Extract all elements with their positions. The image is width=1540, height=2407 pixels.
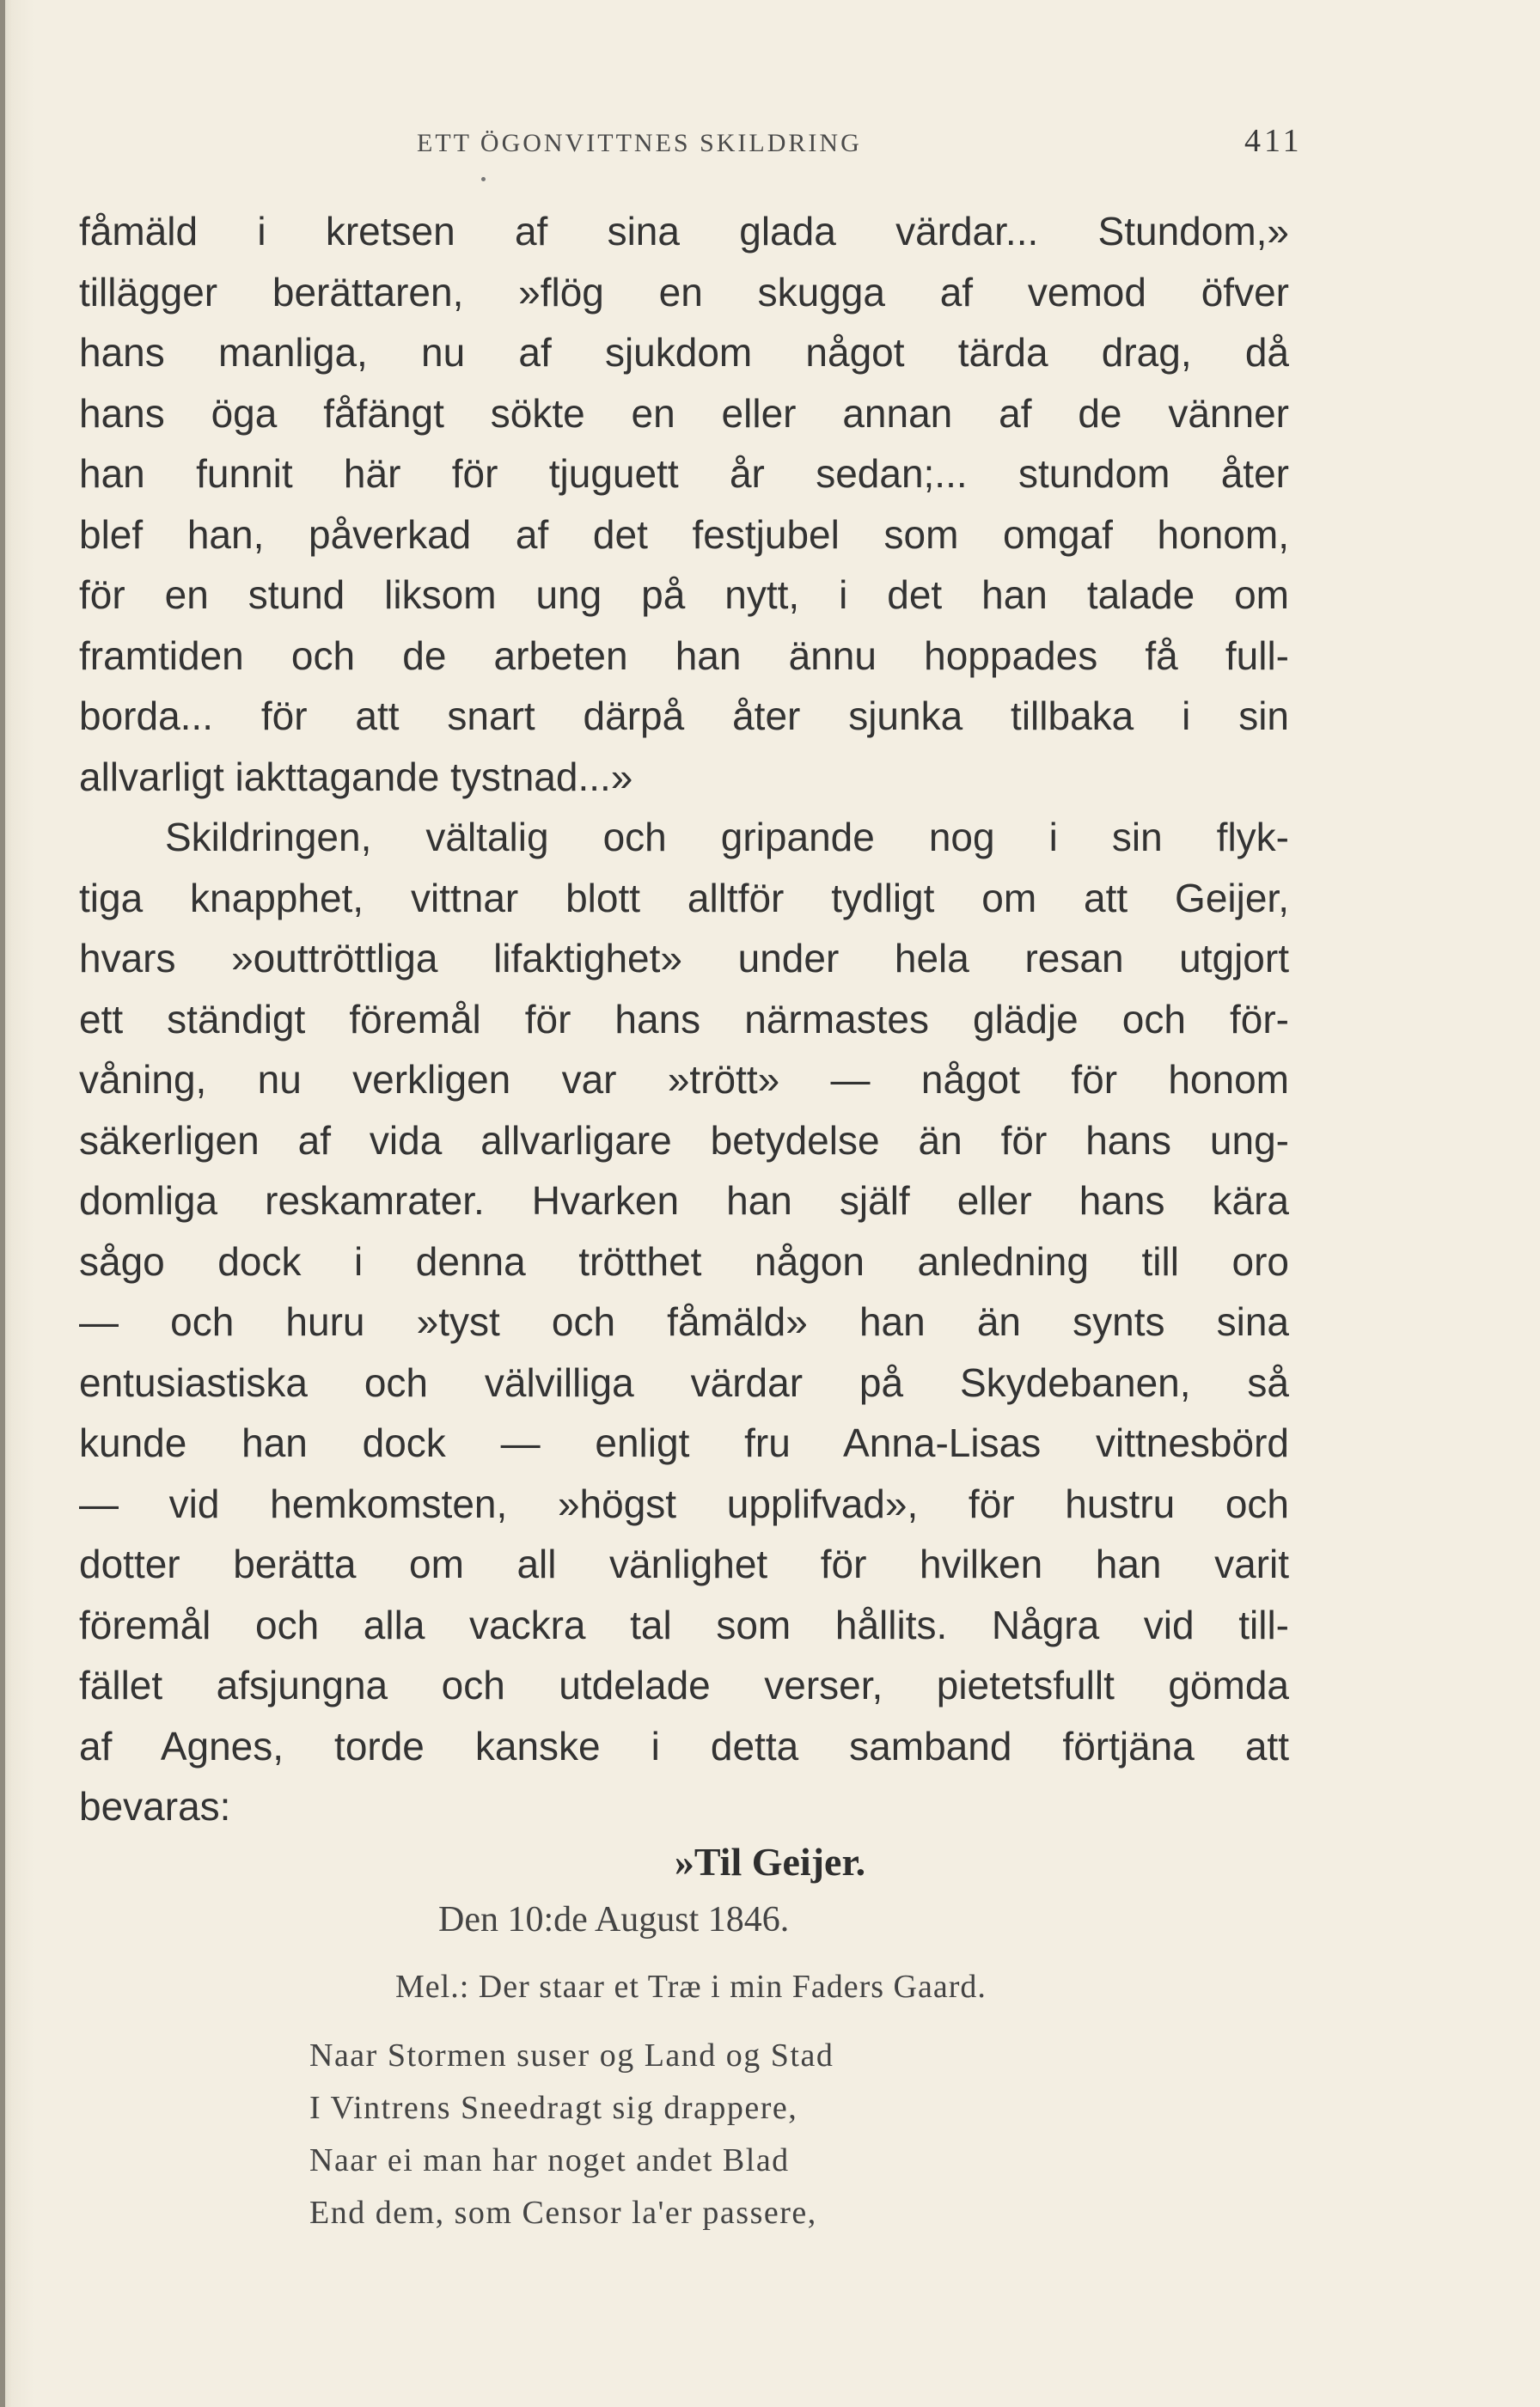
- text-line: entusiastiska och välvilliga värdar på Skydebanen, så: [79, 1359, 1289, 1405]
- text-line: hans öga fåfängt sökte en eller annan af de vänner: [79, 390, 1289, 436]
- page-number: 411: [1244, 123, 1303, 159]
- text-line: ett ständigt föremål för hans närmastes glädje och för-: [79, 996, 1289, 1042]
- text-line: tillägger berättaren, »flög en skugga af vemod öfver: [79, 269, 1289, 315]
- text-line: sågo dock i denna trötthet någon anledning till oro: [79, 1238, 1289, 1284]
- poem-date: Den 10:de August 1846.: [438, 1900, 790, 1940]
- poem-title: »Til Geijer.: [674, 1840, 866, 1884]
- text-line: föremål och alla vackra tal som hållits. Några vid till-: [79, 1602, 1289, 1647]
- text-line: våning, nu verkligen var »trött» — något för honom: [79, 1057, 1289, 1102]
- text-line: hans manliga, nu af sjukdom något tärda drag, då: [79, 330, 1289, 375]
- text-line: hvars »outtröttliga lifaktighet» under hela resan utgjort: [79, 936, 1289, 981]
- text-line: af Agnes, torde kanske i detta samband förtjäna att: [79, 1723, 1289, 1769]
- text-line-indented: Skildringen, vältalig och gripande nog i sin flyk-: [165, 815, 1289, 859]
- text-line: domliga reskamrater. Hvarken han själf eller hans kära: [79, 1178, 1289, 1223]
- poem-line: I Vintrens Sneedragt sig drappere,: [309, 2090, 798, 2126]
- poem-line: Naar ei man har noget andet Blad: [309, 2142, 790, 2178]
- poem-line: Naar Stormen suser og Land og Stad: [309, 2037, 834, 2074]
- poem-line: End dem, som Censor la'er passere,: [309, 2195, 817, 2231]
- text-line: fället afsjungna och utdelade verser, pietetsfullt gömda: [79, 1663, 1289, 1708]
- page-spine-edge: [0, 0, 5, 2407]
- text-line: allvarligt iakttagande tystnad...»: [79, 754, 633, 799]
- text-line: han funnit här för tjuguett år sedan;... stundom åter: [79, 451, 1289, 496]
- text-line: — vid hemkomsten, »högst upplifvad», för hustru och: [79, 1481, 1289, 1526]
- printer-mark: [481, 177, 486, 181]
- text-line: dotter berätta om all vänlighet för hvilken han varit: [79, 1542, 1289, 1586]
- text-line: tiga knapphet, vittnar blott alltför tydligt om att Geijer,: [79, 875, 1289, 920]
- body-text: [79, 201, 1289, 1837]
- text-line: blef han, påverkad af det festjubel som omgaf honom,: [79, 511, 1289, 557]
- text-line: borda... för att snart därpå åter sjunka tillbaka i sin: [79, 693, 1289, 738]
- text-line: för en stund liksom ung på nytt, i det han talade om: [79, 572, 1289, 617]
- text-line: fåmäld i kretsen af sina glada värdar... Stundom,»: [79, 209, 1289, 254]
- text-line: kunde han dock — enligt fru Anna-Lisas vittnesbörd: [79, 1420, 1289, 1465]
- text-line: säkerligen af vida allvarligare betydelse än för hans ung-: [79, 1117, 1289, 1163]
- text-line: — och huru »tyst och fåmäld» han än synts sina: [79, 1299, 1289, 1344]
- text-line: framtiden och de arbeten han ännu hoppades få full-: [79, 632, 1289, 678]
- poem-melody: Mel.: Der staar et Træ i min Faders Gaard.: [395, 1969, 987, 2005]
- text-line: bevaras:: [79, 1784, 231, 1829]
- poem-verse: [309, 2030, 834, 2239]
- running-head: ETT ÖGONVITTNES SKILDRING: [417, 129, 862, 157]
